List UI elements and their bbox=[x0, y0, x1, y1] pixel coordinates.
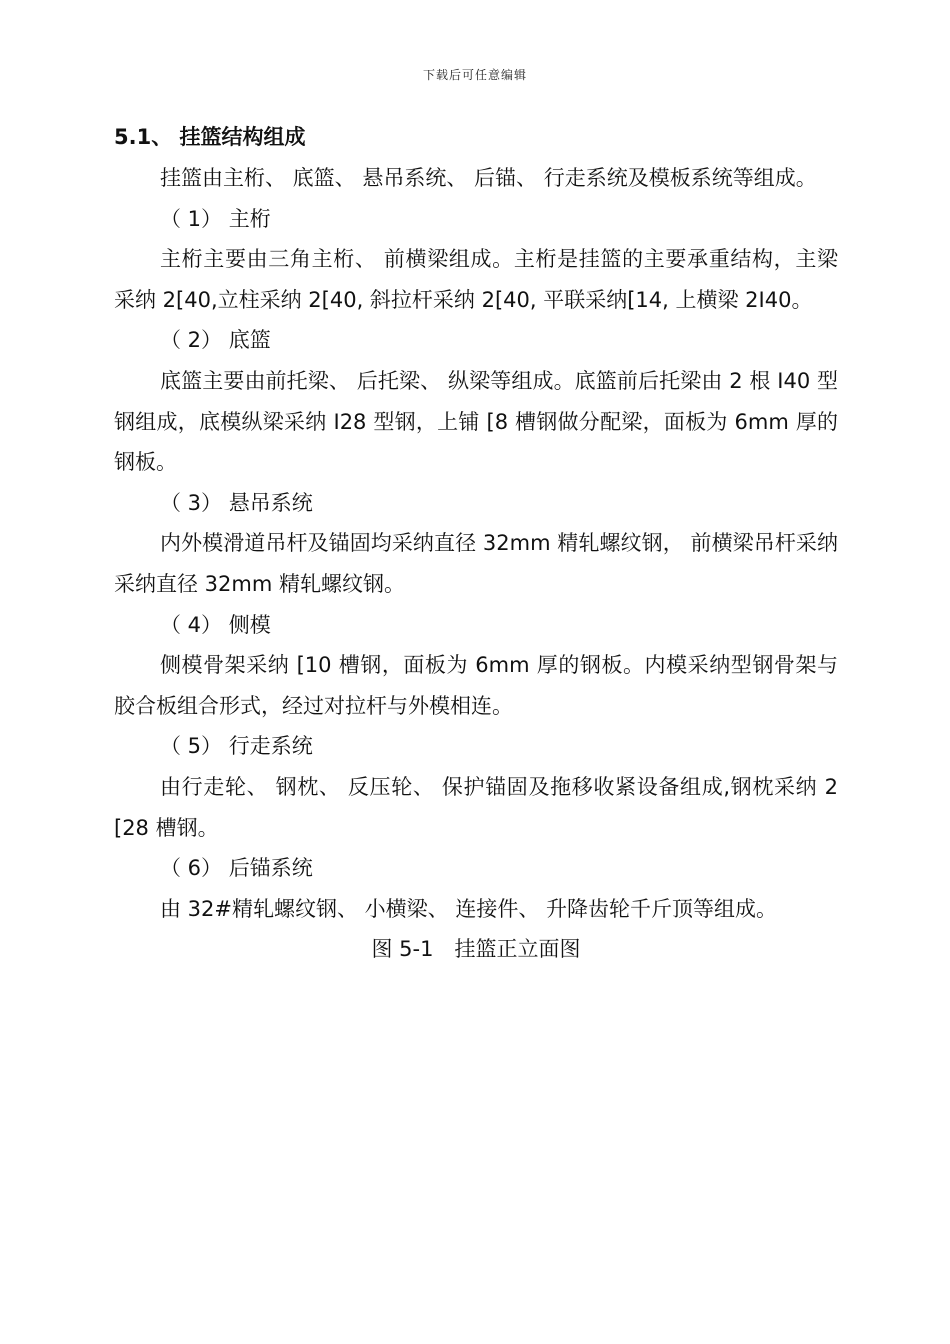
item-label-bottom-basket: （ 2） 底篮 bbox=[160, 328, 271, 353]
item-label-rear-anchor: （ 6） 后锚系统 bbox=[160, 856, 313, 881]
intro-paragraph: 挂篮由主桁、 底篮、 悬吊系统、 后锚、 行走系统及模板系统等组成。 bbox=[160, 166, 817, 190]
item-label-side-formwork: （ 4） 侧模 bbox=[160, 612, 271, 637]
header-note: 下载后可任意编辑 bbox=[422, 68, 527, 82]
item-text-walking-system: 由行走轮、 钢枕、 反压轮、 保护锚固及拖移收紧设备组成,钢枕采纳 2 [28 槽钢。 bbox=[114, 774, 838, 840]
figure-caption: 图 5-1 挂篮正立面图 bbox=[371, 937, 581, 962]
item-text-suspension-system: 内外模滑道吊杆及锚固均采纳直径 32mm 精轧螺纹钢， 前横梁吊杆采纳采纳直径 32mm 精轧螺纹钢。 bbox=[114, 531, 838, 596]
item-label-walking-system: （ 5） 行走系统 bbox=[160, 734, 313, 759]
item-text-main-truss: 主桁主要由三角主桁、 前横梁组成。主桁是挂篮的主要承重结构，主梁采纳 2[40,立柱采纳 2[40, 斜拉杆采纳 2[40, 平联采纳[14, 上横梁 2I40。 bbox=[114, 247, 838, 312]
item-text-side-formwork: 侧模骨架采纳 [10 槽钢，面板为 6mm 厚的钢板。内模采纳型钢骨架与胶合板组合形式，经过对拉杆与外模相连。 bbox=[114, 653, 838, 718]
section-heading: 5.1、 挂篮结构组成 bbox=[114, 125, 306, 149]
item-label-main-truss: （ 1） 主桁 bbox=[160, 206, 271, 231]
section-body bbox=[114, 116, 838, 970]
item-text-bottom-basket: 底篮主要由前托梁、 后托梁、 纵梁等组成。底篮前后托梁由 2 根 I40 型钢组成，底模纵梁采纳 I28 型钢，上铺 [8 槽钢做分配梁，面板为 6mm 厚的钢板。 bbox=[114, 368, 838, 475]
item-label-suspension-system: （ 3） 悬吊系统 bbox=[160, 490, 313, 515]
item-text-rear-anchor: 由 32#精轧螺纹钢、 小横梁、 连接件、 升降齿轮千斤顶等组成。 bbox=[160, 896, 778, 921]
